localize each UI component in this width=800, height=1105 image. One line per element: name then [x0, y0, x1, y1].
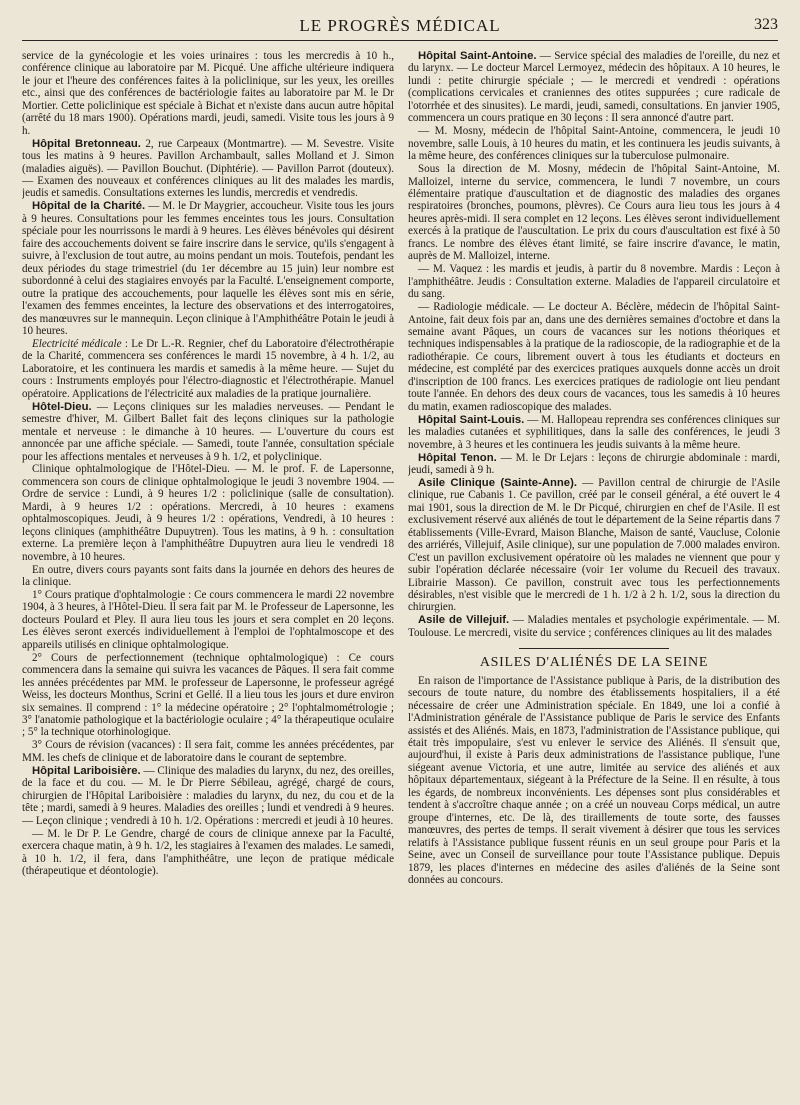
notice-paragraph — [22, 564, 394, 589]
hospital-heading: Hôtel-Dieu. — [32, 400, 92, 413]
notice-text: — Leçons cliniques sur les maladies nerveuses. — Pendant le semestre d'hiver, M. Gilbert Ballet fait des leçons cliniques sur la pathologie mentale et nerveuse : le dimanche à 10 heures. — L'ouverture du cours est annoncée par une affiche spéciale. — Samedi, toute l'année, consultation spéciale pour les affections mentales et nerveuses à 9 h. 1/2, et polyclinique. — [22, 400, 394, 463]
notice-text: service de la gynécologie et les voies urinaires : tous les mercredis à 10 h., conférence clinique au laboratoire par M. Picqué. Une affiche ultérieure indiquera le jour et l'heure des conférences faites à la policlinique, sur les yeux, les oreilles etc., ainsi que des conférences de bactériologie faites au laboratoire par M. le Dr Mortier. Cette policlinique est spéciale à Bichat et n'existe dans aucun autre hôpital (arrêté du 18 mars 1900). Opérations mardi, jeudi, samedi. Visite tous les jours à 9 h. — [22, 50, 394, 137]
hospital-heading: Hôpital Tenon. — [418, 451, 497, 464]
topic-heading: Electricité médicale — [32, 337, 122, 350]
notice-text: — M. le Dr Maygrier, accoucheur. Visite tous les jours à 9 heures. Consultations pour les femmes enceintes tous les jours. Consultation spéciale pour les nourrissons le mardi à 9 heures. Les élèves bénévoles qui désirent faire des accouchements doivent se faire inscrire dans le service, qu'ils s'engagent à suivre, à l'exclusion de tout autre, au moins pendant un mois. Toutefois, pendant les deux périodes du stage trimestriel (du 1er décembre au 15 juin) leur nombre est subordonné à celui des stagiaires envoyés par la Faculté. L'enseignement comporte, outre la pratique des accouchements, pour laquelle les élèves sont mis en série, l'examen des femmes enceintes, la lecture des observations et des interrogatoires, des manœuvres sur le mannequin. Leçon clinique à l'Amphithéâtre Potain le jeudi à 10 heures. — [22, 200, 394, 337]
notice-paragraph — [408, 163, 780, 263]
notice-paragraph — [408, 263, 780, 300]
notice-paragraph — [22, 401, 394, 463]
section-body: En raison de l'importance de l'Assistance publique à Paris, de la distribution des secours de toute nature, du nombre des établissements hospitaliers, il a été nécessaire de créer une Administration spéciale. En 1849, une loi a confié à l'Administration générale de l'Assistance publique de Paris le service des Enfants assistés et des Aliénés. Mais, en 1873, l'administration de l'Assistance publique, qui était très impopulaire, s'est vu enlever le service des Aliénés. Il s'ensuit que, aujourd'hui, il existe à Paris deux administrations de l'assistance publique, l'une siégeant avenue Victoria, et une autre, limitée au service des aliénés et aux hôpitaux départementaux, siégeant à la Préfecture de la Seine. Il en résulte, à tous les égards, de nombreux inconvénients. Les dépenses sont plus considérables et tendent à s'accroître chaque année ; on a créé un nouveau Corps médical, un autre groupe d'internes, etc. De là, des tiraillements de toute sorte, des fausses manœuvres, des pertes de temps. Il serait vivement à désirer que tous les services relatifs à l'Assistance publique fussent réunis en un seul groupe pour Paris et la Seine, avec un Conseil de surveillance pour toute l'Assistance publique. Depuis 1879, les places d'internes en médecine des asiles d'aliénés de la Seine sont données au concours. — [408, 674, 780, 886]
notice-paragraph — [408, 414, 780, 451]
hospital-heading: Hôpital Saint-Antoine. — [418, 50, 537, 62]
section-divider — [519, 648, 669, 649]
page-number: 323 — [754, 16, 778, 33]
journal-title: LE PROGRÈS MÉDICAL — [299, 16, 501, 35]
hospital-heading: Hôpital Lariboisière. — [32, 764, 141, 777]
hospital-heading: Asile Clinique (Sainte-Anne). — [418, 476, 577, 489]
left-column — [22, 50, 394, 1100]
hospital-heading: Asile de Villejuif. — [418, 614, 510, 627]
notice-paragraph — [22, 652, 394, 739]
notice-paragraph — [408, 614, 780, 639]
hospital-heading: Hôpital Saint-Louis. — [418, 413, 525, 426]
notice-text: 2° Cours de perfectionnement (technique ophtalmologique) : Ce cours commencera dans la semaine qui suivra les vacances de Pâques. Il sera fait comme les années précédentes par MM. le professeur de Lapersonne, le professeur agrégé Weiss, les docteurs Monthus, Scrini et Gellé. Il a lieu tous les jours et dure environ six semaines. Il comprend : 1° la médecine opératoire ; 2° l'ophtalmométrologie ; 3° l'anatomie pathologique et la bactériologie oculaire ; 4° la thérapeutique oculaire ; 5° la technique otorhinologique. — [22, 651, 394, 739]
section-title: ASILES D'ALIÉNÉS DE LA SEINE — [479, 655, 709, 671]
running-head — [22, 14, 778, 41]
right-column-notices — [408, 50, 780, 639]
notice-text: En outre, divers cours payants sont faits dans la journée en dehors des heures de la clinique. — [22, 563, 394, 589]
right-column — [408, 50, 780, 1100]
notice-paragraph — [22, 828, 394, 878]
notice-text: — M. Mosny, médecin de l'hôpital Saint-Antoine, commencera, le jeudi 10 novembre, salle Louis, à 10 heures du matin, et les continuera les jeudis suivants, à la même heure, des conférences cliniques sur la tuberculose pulmonaire. — [408, 125, 780, 163]
notice-text: 2, rue Carpeaux (Montmartre). — M. Sevestre. Visite tous les matins à 9 heures. Pavillon Archambault, salles Molland et J. Simon (maladies aiguës). — Pavillon Bouchut. (Diphtérie). — Pavillon Parrot (douteux). — Examen des nouveaux et conférences cliniques au lit des malades les mardis, jeudis et samedis. Consultations externes les lundis, mercredis et vendredis. — [22, 137, 394, 200]
notice-text: — Service spécial des maladies de l'oreille, du nez et du larynx. — Le docteur Marcel Lermoyez, médecin des hôpitaux. A 10 heures, le lundi : petite chirurgie spéciale ; — le mercredi et vendredi : opérations (complications cervicales et craniennes des otites suppurées ; cure radicale de l'otorrhée et des sinusites). Le mardi, jeudi, samedi, consultations. En janvier 1905, commencera un cours pratique en 30 leçons : Il sera annoncé d'autre part. — [408, 50, 780, 125]
notice-text: Sous la direction de M. Mosny, médecin de l'hôpital Saint-Antoine, M. Malloizel, interne du service, commencera, le lundi 7 novembre, un cours élémentaire pratique d'auscultation et de diagnostic des maladies des organes respiratoires (bronches, poumons, plèvres). Ce Cours aura lieu tous les jours à 4 heures après-midi. Il sera complet en 12 leçons. Les élèves seront individuellement exercés à la pratique de l'auscultation. Le prix du cours d'auscultation est fixé à 50 francs. Le nombre des élèves étant limité, se faire inscrire d'avance, le matin, auprès de M. Malloizel, interne. — [408, 163, 780, 263]
hospital-heading: Hôpital de la Charité. — [32, 200, 146, 213]
notice-text: — Maladies mentales et psychologie expérimentale. — M. Toulouse. Le mercredi, visite du service ; conférences cliniques au lit des malades — [408, 614, 780, 639]
notice-text: : Le Dr L.-R. Regnier, chef du Laboratoire d'électrothérapie de la Charité, commencera ses conférences le mardi 15 novembre, à 4 h. 1/2, au Laboratoire, et les continuera les mardis et samedis à la même heure. — Sujet du cours : Instruments employés pour l'électro-diagnostic et l'électrothérapie. Manuel opératoire. Applications de l'électricité aux maladies de la pratique journalière. — [22, 337, 394, 400]
notice-paragraph — [408, 301, 780, 413]
notice-text: — M. Vaquez : les mardis et jeudis, à partir du 8 novembre. Mardis : Leçon à l'amphithéâtre. Jeudis : Consultation externe. Maladies de l'appareil circulatoire et du sang. — [408, 263, 780, 301]
notice-text: Clinique ophtalmologique de l'Hôtel-Dieu. — M. le prof. F. de Lapersonne, commencera son cours de clinique ophtalmologique le jeudi 3 novembre 1904. — Ordre de service : Lundi, à 9 heures 1/2 : policlinique (salle de consultation). Mardi, à 9 heures 1/2 : opérations. Mercredi, à 10 heures : examens ophtalmoscopiques. Jeudi, à 9 heures 1/2 : opérations, Vendredi, à 10 heures : leçons cliniques (amphithéâtre Dupuytren). Tous les matins, à 9 h. : consultation externe. La première leçon à l'amphithéâtre Dupuytren aura lieu le vendredi 18 novembre, à 10 heures. — [22, 463, 394, 563]
notice-paragraph — [22, 200, 394, 337]
notice-paragraph — [22, 463, 394, 563]
notice-text: — Radiologie médicale. — Le docteur A. Béclère, médecin de l'hôpital Saint-Antoine, fait deux fois par an, dans une des dernières semaines d'octobre et dans la semaine avant Pâques, un cours de vacances sur les notions théoriques et techniques indispensables à la pratique de la radioscopie, de la radiographie et de la radiothérapie. Ce cours, librement ouvert à tous les étudiants et docteurs en médecine, est complété par des exercices pratiques auxquels donne accès un droit d'inscription de 100 francs. Les exercices pratiques de radiologie ont lieu pendant toute l'année. En dehors des deux cours de vacances, tous les samedis à 10 heures du matin, examen radioscopique des malades. — [408, 301, 780, 413]
notice-text: — M. le Dr Lejars : leçons de chirurgie abdominale : mardi, jeudi, samedi à 9 h. — [408, 451, 780, 476]
notice-text: — Clinique des maladies du larynx, du nez, des oreilles, de la face et du cou. — M. le Dr Pierre Sébileau, agrégé, chargé de cours, chirurgien de l'Hôpital Lariboisière : maladies du larynx, du nez, du cou et de la tête ; mardi, samedi à 9 heures. Maladies des oreilles ; lundi et vendredi à 9 heures. — Leçon clinique ; vendredi à 10 h. 1/2. Opérations : mercredi et jeudi à 10 heures. — [22, 764, 394, 827]
notice-text: — M. le Dr P. Le Gendre, chargé de cours de clinique annexe par la Faculté, exercera chaque matin, à 9 h. 1/2, les stagiaires à l'examen des malades. Le samedi, à 10 h. 1/2, il fera, dans l'amphithéâtre, une leçon de pratique médicale (thérapeutique et déontologie). — [22, 827, 394, 877]
notice-paragraph — [408, 477, 780, 614]
notice-text: 1° Cours pratique d'ophtalmologie : Ce cours commencera le mardi 22 novembre 1904, à 3 heures, à l'Hôtel-Dieu. Il sera fait par M. le Professeur de Lapersonne, les docteurs Poulard et Pley. Il aura lieu tous les jours et sera complet en 20 leçons. Les élèves seront exercés individuellement à l'emploi de l'ophtalmoscope et des appareils utilisés en clinique ophtalmologique. — [22, 588, 394, 651]
notice-paragraph — [22, 50, 394, 137]
notice-paragraph — [22, 589, 394, 651]
notice-paragraph — [22, 765, 394, 827]
notice-text: — M. Hallopeau reprendra ses conférences cliniques sur les maladies cutanées et syphilitiques, dans la salle des conférences, le jeudi 3 novembre, à 3 heures et les continuera les jeudis suivants à la même heure. — [408, 413, 780, 451]
notice-text: 3° Cours de révision (vacances) : Il sera fait, comme les années précédentes, par MM. les chefs de clinique et de laboratoire dans le courant de septembre. — [22, 739, 394, 764]
notice-paragraph — [22, 138, 394, 200]
hospital-heading: Hôpital Bretonneau. — [32, 137, 141, 150]
notice-paragraph — [22, 338, 394, 400]
notice-paragraph — [408, 452, 780, 477]
notice-text: — Pavillon central de chirurgie de l'Asile clinique, rue Cabanis 1. Ce pavillon, créé par le conseil général, a été ouvert le 4 mai 1901, sous la direction de M. le Dr Picqué, chirurgien en chef de l'Asile. Il est exclusivement réservé aux aliénés de tout le département de la Seine répartis dans 7 établissements (Ville-Evrard, Maison Blanche, Maison de santé, Vaucluse, Colonie des arriérés, Villejuif, Asile clinique), sur une population de 7.000 malades environ. C'est un pavillon exclusivement opératoire où les malades ne viennent que pour y subir l'opération déclarée nécessaire (voir 1er volume du Recueil des travaux. Librairie Masson). Ce pavillon, construit avec tous les perfectionnements désirables, n'est visible que le mercredi de 1 h. 1/2 à 2 h. 1/2, sous la direction du chirurgien. — [408, 476, 780, 614]
notice-paragraph — [22, 739, 394, 764]
notice-paragraph — [408, 50, 780, 125]
notice-paragraph — [408, 125, 780, 162]
